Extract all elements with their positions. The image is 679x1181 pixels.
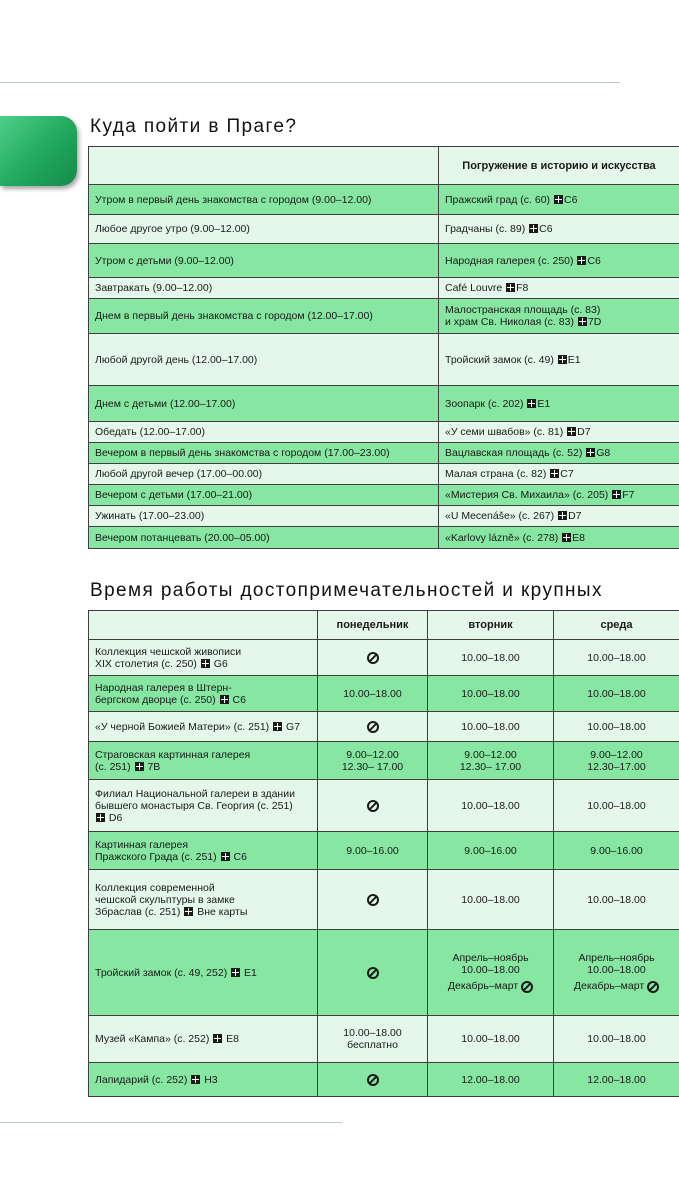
map-ref: E8 (226, 1033, 240, 1045)
attraction-name-line (95, 721, 311, 733)
hours-text: бесплатно (347, 1039, 398, 1051)
table-row (89, 244, 679, 278)
map-ref: C6 (539, 223, 553, 235)
time-slot-cell: Утром с детьми (9.00–12.00) (89, 244, 439, 278)
hours-text: 10.00–18.00 (587, 720, 646, 733)
table-row (89, 215, 679, 244)
attraction-name-text: бергском дворце (с. 250) (95, 693, 216, 706)
closed-icon (367, 894, 379, 906)
destination-text: «Мистерия Св. Михаила» (с. 205) (445, 489, 609, 501)
monday-hours-cell (318, 1016, 428, 1063)
attraction-name-line (95, 851, 311, 863)
top-divider (0, 82, 620, 83)
wednesday-hours-cell (554, 780, 679, 832)
monday-hours-cell (318, 780, 428, 832)
table-row (89, 780, 679, 832)
map-grid-icon (506, 283, 515, 292)
hours-text: 12.00–18.00 (461, 1073, 520, 1086)
wednesday-hours-cell (554, 930, 679, 1016)
attraction-name-line (95, 906, 311, 918)
map-ref: D6 (108, 811, 123, 824)
map-grid-icon (213, 1034, 222, 1043)
table-row (89, 185, 679, 215)
destination-text: «U Mecenáše» (с. 267) (445, 510, 555, 522)
attraction-name-line (95, 894, 311, 906)
time-slot-cell: Обедать (12.00–17.00) (89, 422, 439, 443)
map-grid-icon (191, 1075, 200, 1084)
attraction-name-line (95, 749, 311, 761)
hours-text: 10.00–18.00 (587, 893, 646, 906)
hours-text: 10.00–18.00 (461, 687, 520, 700)
destination-text: «Karlovy lázně» (с. 278) (445, 531, 559, 544)
hours-text: 10.00–18.00 (587, 964, 646, 977)
hours-text: 10.00–18.00 (461, 651, 520, 664)
destination-cell (439, 443, 679, 464)
map-ref: C7 (560, 468, 574, 480)
hours-text: 9.00–16.00 (590, 844, 643, 857)
map-grid-icon (96, 813, 105, 822)
attraction-name-cell (89, 1063, 318, 1097)
table-row (89, 485, 679, 506)
attraction-name-text: Тройский замок (с. 49, 252) (95, 966, 228, 979)
hours-text: 10.00–18.00 (461, 799, 520, 812)
hours-text: 12.30–17.00 (587, 760, 646, 773)
table-row (89, 386, 679, 422)
attraction-name-cell (89, 780, 318, 832)
map-grid-icon (529, 224, 538, 233)
attraction-name-text: Страговская картинная галерея (95, 748, 251, 761)
hours-text: Декабрь–март (573, 980, 645, 993)
hours-text: 10.00–18.00 (461, 1033, 520, 1045)
monday-hours-cell (318, 640, 428, 676)
time-slot-cell: Ужинать (17.00–23.00) (89, 506, 439, 527)
section-title-opening-hours: Время работы достопримечательностей и крупных (90, 580, 603, 601)
attraction-name-line (95, 682, 311, 694)
hours-text: 9.00–12.00 (464, 748, 517, 761)
closed-icon (521, 981, 533, 993)
table-row (89, 464, 679, 485)
map-ref: C6 (563, 193, 578, 206)
map-grid-icon (231, 968, 240, 977)
map-ref: G8 (596, 447, 611, 459)
tuesday-hours-cell (428, 930, 554, 1016)
time-slot-cell: Любой другой день (12.00–17.00) (89, 334, 439, 386)
map-ref: E1 (537, 397, 551, 410)
table-row (89, 870, 679, 930)
days-header-row (89, 611, 679, 640)
header-history-arts: Погружение в историю и искусства (439, 147, 679, 185)
monday-hours-cell (318, 930, 428, 1016)
destination-text: Градчаны (с. 89) (445, 223, 526, 235)
hours-text: Апрель–ноябрь (452, 952, 529, 965)
time-slot-cell: Утром в первый день знакомства с городом (9.00–12.00) (89, 185, 439, 215)
time-slot-cell: Вечером в первый день знакомства с городом (17.00–23.00) (89, 443, 439, 464)
map-ref: F8 (516, 282, 529, 294)
attraction-name-line (95, 694, 311, 706)
monday-hours-cell (318, 870, 428, 930)
attraction-name-cell (89, 742, 318, 780)
hours-text: Апрель–ноябрь (578, 952, 655, 965)
destination-cell (439, 215, 679, 244)
map-grid-icon (578, 317, 587, 326)
time-slot-cell: Днем с детьми (12.00–17.00) (89, 386, 439, 422)
destination-text: Малая страна (с. 82) (445, 468, 547, 480)
table-row (89, 676, 679, 712)
table-row (89, 334, 679, 386)
map-grid-icon (273, 722, 282, 731)
attraction-name-text: Картинная галерея (95, 838, 189, 851)
destination-text: Народная галерея (с. 250) (445, 254, 574, 267)
tuesday-hours-cell (428, 676, 554, 712)
hours-text: 12.00–18.00 (587, 1073, 646, 1086)
closed-icon (647, 981, 659, 993)
hours-text: 12.30– 17.00 (341, 760, 404, 773)
destination-text-line2 (445, 316, 673, 328)
destination-cell (439, 278, 679, 299)
destination-cell (439, 334, 679, 386)
attraction-name-text: «У черной Божией Матери» (с. 251) (95, 720, 270, 733)
wednesday-hours-cell (554, 1063, 679, 1097)
table-row (89, 640, 679, 676)
table-row (89, 930, 679, 1016)
attraction-name-line (95, 967, 311, 979)
map-grid-icon (135, 762, 144, 771)
table-row (89, 506, 679, 527)
opening-hours-table (88, 610, 679, 1097)
attraction-name-text: Пражского Града (с. 251) (95, 850, 217, 863)
table-row (89, 422, 679, 443)
attraction-name-cell (89, 930, 318, 1016)
tuesday-hours-cell (428, 1063, 554, 1097)
map-grid-icon (550, 469, 559, 478)
attraction-name-line (95, 882, 311, 894)
tuesday-hours-cell (428, 712, 554, 742)
map-ref: E1 (567, 353, 581, 366)
hours-text: 10.00–18.00 (343, 1027, 402, 1039)
hours-text: 10.00–18.00 (587, 651, 646, 664)
map-ref: C6 (232, 693, 246, 706)
hours-line (560, 980, 673, 992)
attraction-name-text: Коллекция современной (95, 881, 215, 894)
time-slot-cell: Вечером потанцевать (20.00–05.00) (89, 527, 439, 549)
tuesday-hours-cell (428, 742, 554, 780)
map-grid-icon (201, 659, 210, 668)
destination-cell (439, 527, 679, 549)
map-ref: E8 (572, 531, 585, 544)
table-row (89, 832, 679, 870)
hours-text: 10.00–18.00 (461, 964, 520, 977)
hours-line (434, 980, 547, 992)
attraction-name-text: (с. 251) (95, 760, 131, 773)
wednesday-hours-cell (554, 676, 679, 712)
map-grid-icon (527, 399, 536, 408)
destination-text: Вацлавская площадь (с. 52) (445, 447, 583, 459)
table-row (89, 1063, 679, 1097)
attraction-name-line (95, 812, 311, 824)
map-ref: G7 (286, 720, 301, 733)
map-ref: E1 (244, 966, 257, 979)
closed-icon (367, 1074, 379, 1086)
table-row (89, 742, 679, 780)
map-ref: D7 (568, 510, 582, 522)
map-grid-icon (612, 490, 621, 499)
attraction-name-cell (89, 676, 318, 712)
table-row (89, 1016, 679, 1063)
attraction-name-line (95, 800, 311, 812)
closed-icon (367, 721, 379, 733)
map-grid-icon (221, 852, 230, 861)
destination-cell (439, 185, 679, 215)
wednesday-hours-cell (554, 742, 679, 780)
wednesday-hours-cell (554, 712, 679, 742)
map-ref: C6 (233, 850, 247, 863)
tuesday-hours-cell (428, 1016, 554, 1063)
attraction-name-line (95, 1033, 311, 1045)
destination-cell (439, 386, 679, 422)
attraction-name-text: Коллекция чешской живописи (95, 645, 242, 658)
header-wednesday: среда (554, 611, 679, 640)
table-row (89, 278, 679, 299)
table-row (89, 299, 679, 334)
map-ref: Вне карты (197, 905, 248, 918)
tuesday-hours-cell (428, 870, 554, 930)
time-slot-cell: Любое другое утро (9.00–12.00) (89, 215, 439, 244)
table-row (89, 527, 679, 549)
header-empty-cell (89, 611, 318, 640)
tuesday-hours-cell (428, 780, 554, 832)
map-grid-icon (558, 511, 567, 520)
map-grid-icon (184, 907, 193, 916)
attraction-name-text: Народная галерея в Штерн- (95, 681, 232, 694)
monday-hours-cell (318, 742, 428, 780)
attraction-name-line (95, 658, 311, 670)
attraction-name-line (95, 788, 311, 800)
map-grid-icon (562, 533, 571, 542)
map-grid-icon (558, 355, 567, 364)
destination-cell (439, 299, 679, 334)
time-slot-cell: Любой другой вечер (17.00–00.00) (89, 464, 439, 485)
destination-cell (439, 506, 679, 527)
table-row (89, 712, 679, 742)
map-ref: C6 (587, 254, 601, 267)
map-grid-icon (567, 427, 576, 436)
destination-cell (439, 464, 679, 485)
attraction-name-text: Филиал Национальной галереи в здании (95, 787, 295, 800)
attraction-name-line (95, 1074, 311, 1086)
destination-text: Зоопарк (с. 202) (445, 397, 524, 410)
destination-cell (439, 485, 679, 506)
attraction-name-cell (89, 1016, 318, 1063)
table-row (89, 443, 679, 464)
attraction-name-cell (89, 640, 318, 676)
monday-hours-cell (318, 832, 428, 870)
hours-text: 10.00–18.00 (461, 893, 520, 906)
hours-text: 9.00–12.00 (346, 748, 399, 761)
header-tuesday: вторник (428, 611, 554, 640)
map-ref: 7D (587, 316, 602, 328)
destination-cell (439, 244, 679, 278)
header-empty-cell (89, 147, 439, 185)
hours-text: Декабрь–март (447, 980, 519, 993)
attraction-name-cell (89, 832, 318, 870)
section-tab-marker (0, 116, 77, 186)
attraction-name-cell (89, 870, 318, 930)
attraction-name-text: бывшего монастыря Св. Георгия (с. 251) (95, 799, 293, 812)
header-monday: понедельник (318, 611, 428, 640)
destination-text: Пражский град (с. 60) (445, 193, 551, 206)
monday-hours-cell (318, 712, 428, 742)
monday-hours-cell (318, 676, 428, 712)
hours-text: 10.00–18.00 (587, 1033, 646, 1045)
section-title-where-to-go: Куда пойти в Праге? (90, 116, 298, 137)
time-slot-cell: Вечером с детьми (17.00–21.00) (89, 485, 439, 506)
wednesday-hours-cell (554, 1016, 679, 1063)
attraction-name-line (95, 646, 311, 658)
hours-text: 9.00–16.00 (464, 844, 517, 857)
map-grid-icon (220, 695, 229, 704)
time-slot-cell: Днем в первый день знакомства с городом (12.00–17.00) (89, 299, 439, 334)
map-ref: 7B (147, 760, 161, 773)
tuesday-hours-cell (428, 640, 554, 676)
hours-text: 10.00–18.00 (343, 687, 402, 700)
destination-cell (439, 422, 679, 443)
hours-text: 9.00–16.00 (346, 844, 399, 857)
map-grid-icon (577, 256, 586, 265)
attraction-name-line (95, 839, 311, 851)
hours-text: 10.00–18.00 (587, 687, 646, 700)
where-to-go-table (88, 146, 679, 549)
map-grid-icon (554, 195, 563, 204)
monday-hours-cell (318, 1063, 428, 1097)
hours-text: 10.00–18.00 (587, 799, 646, 812)
attraction-name-text: чешской скульптуры в замке (95, 893, 235, 906)
attraction-name-text: XIX столетия (с. 250) (95, 657, 197, 670)
map-ref: F7 (622, 489, 635, 501)
attraction-name-text: Збраслав (с. 251) (95, 905, 181, 918)
wednesday-hours-cell (554, 832, 679, 870)
hours-text: 12.30– 17.00 (459, 760, 522, 773)
map-grid-icon (586, 448, 595, 457)
destination-text-cont: и храм Св. Николая (с. 83) (445, 316, 574, 328)
hours-text: 10.00–18.00 (461, 720, 520, 733)
wednesday-hours-cell (554, 870, 679, 930)
destination-text: «У семи швабов» (с. 81) (445, 426, 564, 438)
map-ref: G6 (213, 657, 228, 670)
destination-text: Тройский замок (с. 49) (445, 353, 554, 366)
closed-icon (367, 800, 379, 812)
attraction-name-text: Музей «Кампа» (с. 252) (95, 1033, 210, 1045)
tuesday-hours-cell (428, 832, 554, 870)
attraction-name-line (95, 761, 311, 773)
map-ref: D7 (577, 426, 591, 438)
wednesday-hours-cell (554, 640, 679, 676)
attraction-name-text: Лапидарий (с. 252) (95, 1073, 188, 1086)
destination-text: Café Louvre (445, 282, 503, 294)
closed-icon (367, 967, 379, 979)
map-ref: H3 (204, 1073, 218, 1086)
time-slot-cell: Завтракать (9.00–12.00) (89, 278, 439, 299)
closed-icon (367, 652, 379, 664)
attraction-name-cell (89, 712, 318, 742)
hours-text: 9.00–12.00 (590, 748, 643, 761)
bottom-divider (0, 1122, 342, 1123)
destination-text: Малостранская площадь (с. 83) (445, 304, 601, 316)
